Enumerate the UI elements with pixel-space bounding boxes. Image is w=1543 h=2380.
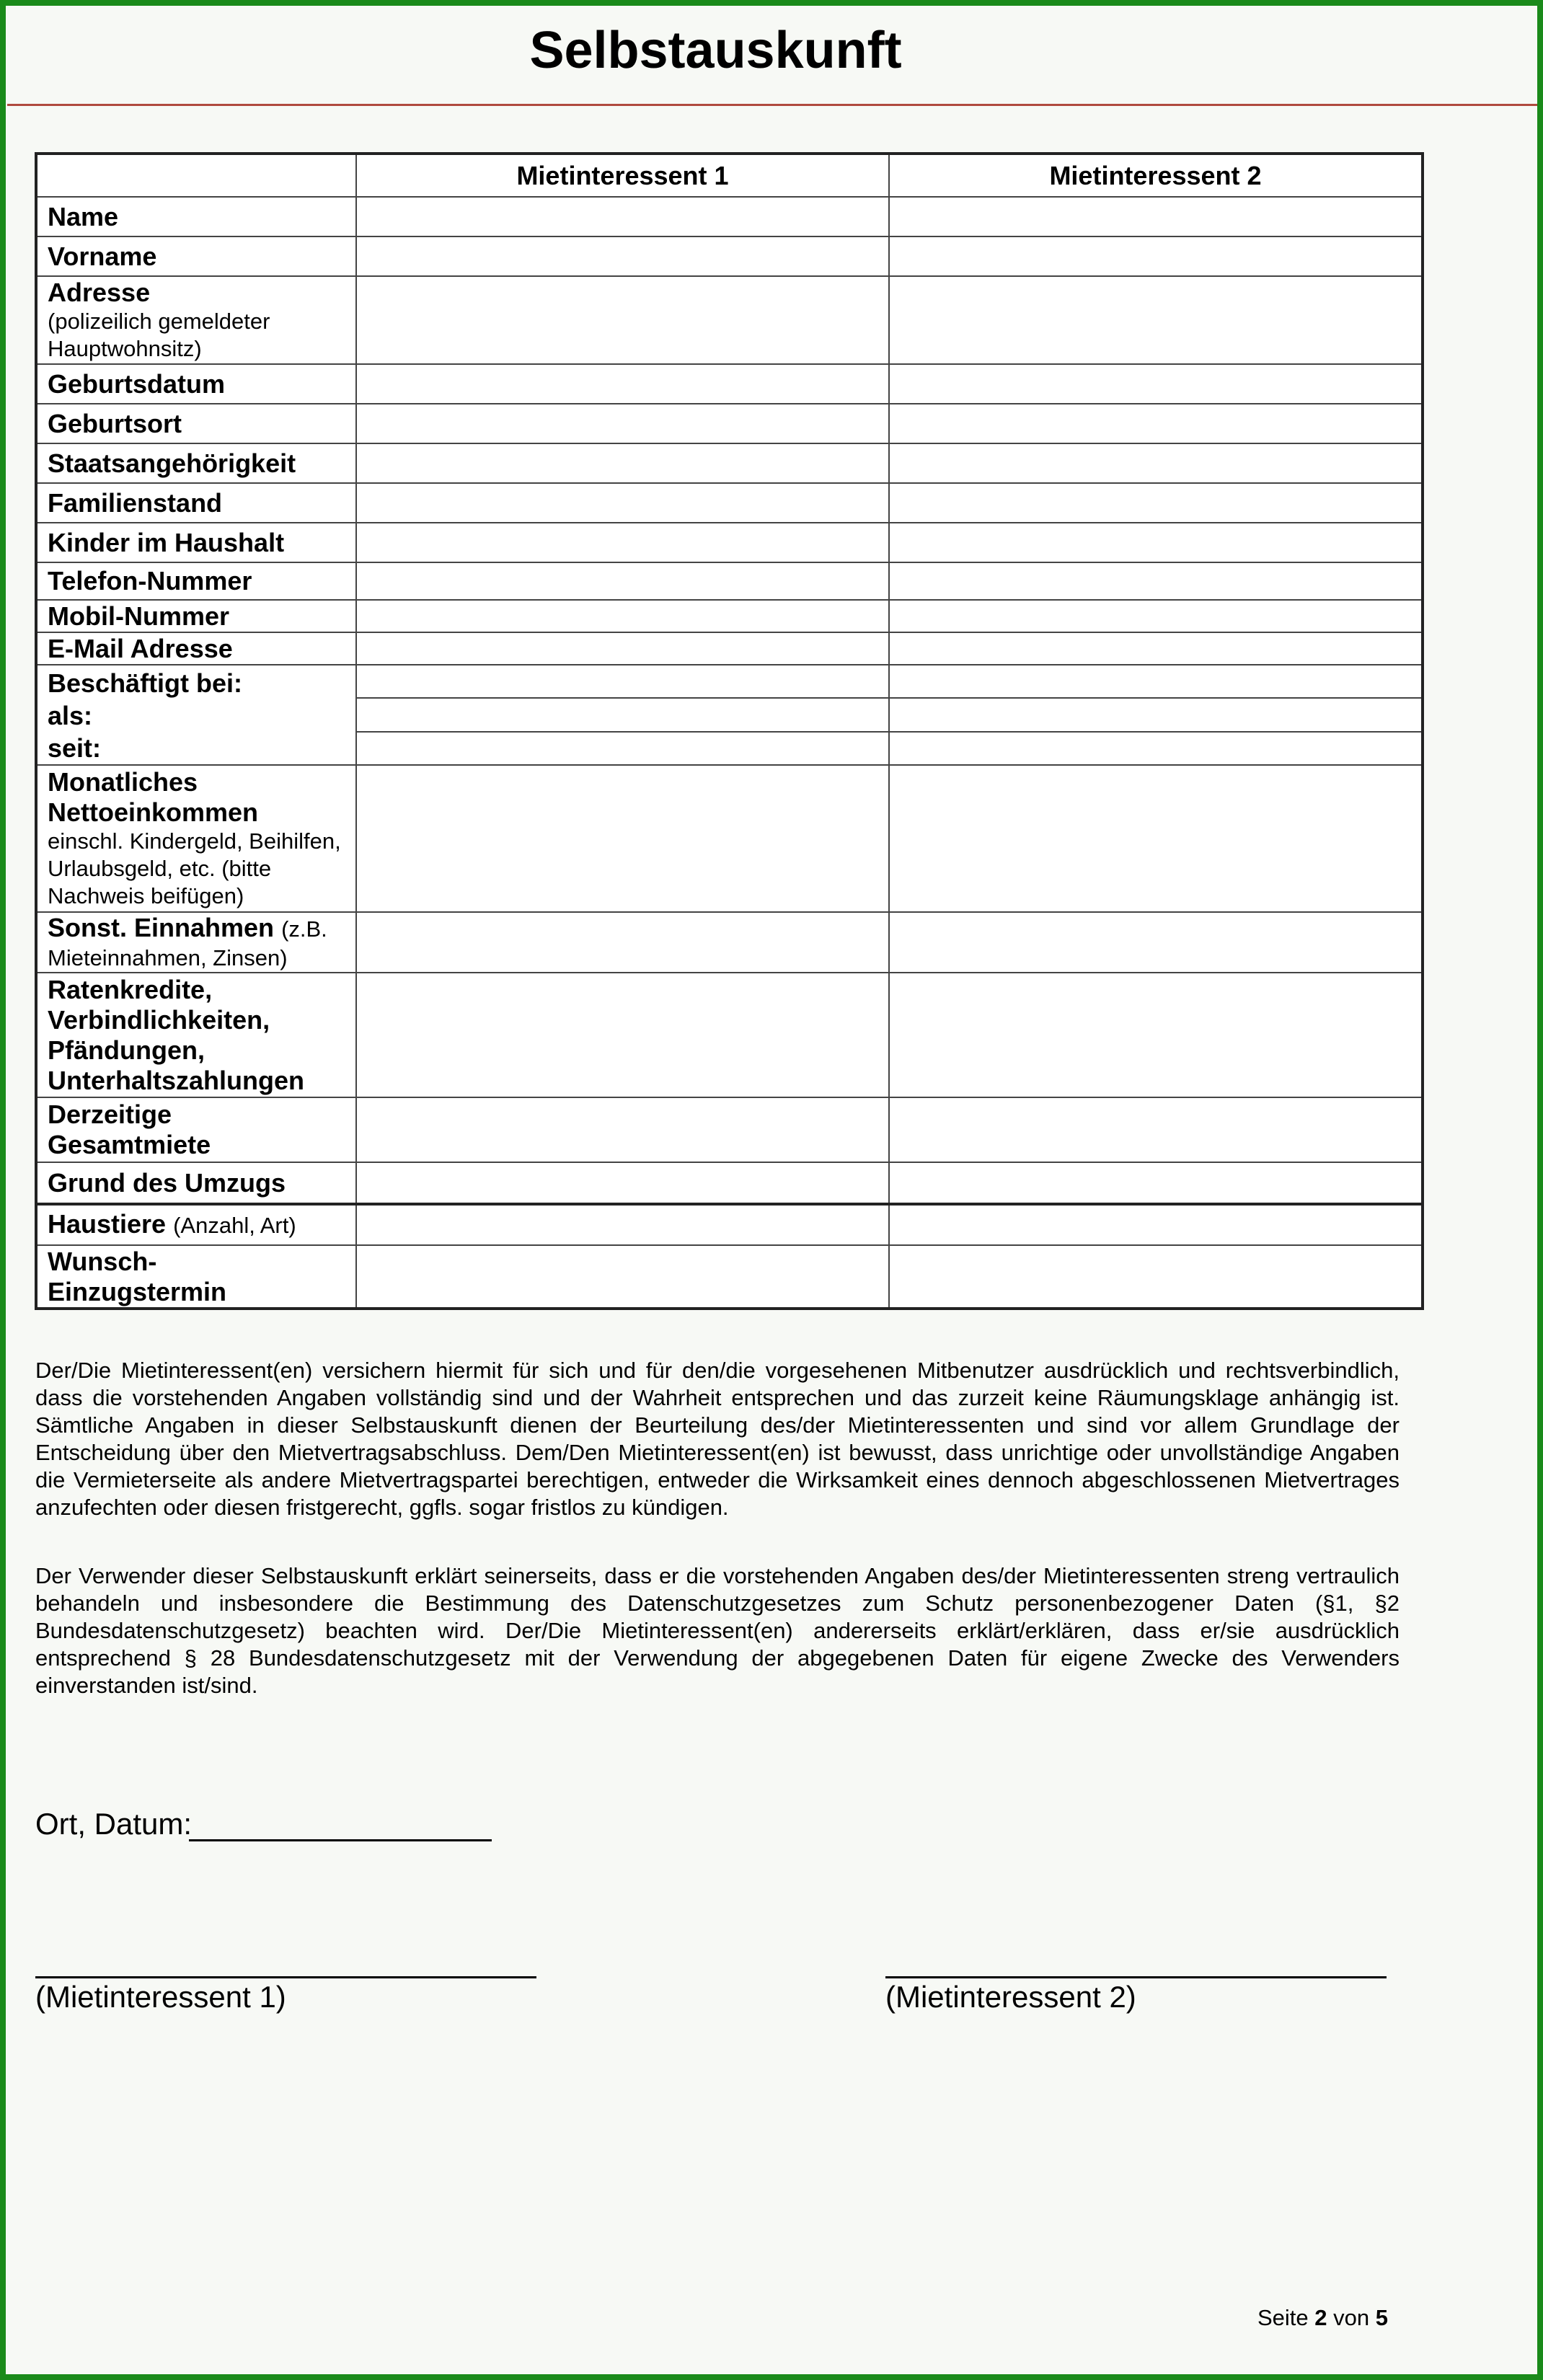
row-label-phone: Telefon-Nummer bbox=[36, 562, 356, 600]
row-label-income bbox=[36, 765, 356, 912]
income-label-line1: Monatliches bbox=[48, 767, 198, 797]
table-row bbox=[36, 404, 1423, 443]
page-prefix: Seite bbox=[1257, 2305, 1309, 2330]
credits-line3: Pfändungen, bbox=[48, 1035, 205, 1065]
table-row bbox=[36, 236, 1423, 276]
marital-status-field-2[interactable] bbox=[889, 483, 1423, 523]
table-row bbox=[36, 665, 1423, 698]
current-rent-field-2[interactable] bbox=[889, 1097, 1423, 1162]
data-protection-paragraph: Der Verwender dieser Selbstauskunft erklärt seinerseits, dass er die vorstehenden Angaben des/der Mietinteressenten streng vertraulich behandeln und insbesondere die Bestimmung des Datenschutzgesetzes zum Schutz personenbezogener Daten (§1, §2 Bundesdatenschutzgesetz) beachten wird. Der/Die Mietinteressent(en) andererseits erklärt/erklären, dass er/sie ausdrücklich entsprechend § 28 Bundesdatenschutzgesetz mit der Verwendung der abgegebenen Daten für eigene Zwecke des Verwenders einverstanden ist/sind. bbox=[35, 1563, 1400, 1698]
move-reason-field-1[interactable] bbox=[356, 1162, 889, 1204]
move-in-line2: Einzugstermin bbox=[48, 1276, 227, 1306]
other-income-label: Sonst. Einnahmen bbox=[48, 913, 275, 942]
row-label-nationality: Staatsangehörigkeit bbox=[36, 443, 356, 483]
birthplace-field-2[interactable] bbox=[889, 404, 1423, 443]
move-in-date-field-1[interactable] bbox=[356, 1245, 889, 1309]
table-row bbox=[36, 364, 1423, 404]
row-label-mobile: Mobil-Nummer bbox=[36, 600, 356, 632]
birthdate-field-1[interactable] bbox=[356, 364, 889, 404]
other-income-inline-sub: (z.B. bbox=[281, 916, 327, 942]
birthplace-field-1[interactable] bbox=[356, 404, 889, 443]
marital-status-field-1[interactable] bbox=[356, 483, 889, 523]
nationality-field-2[interactable] bbox=[889, 443, 1423, 483]
employer-field-1[interactable] bbox=[356, 665, 889, 698]
credits-field-1[interactable] bbox=[356, 973, 889, 1097]
row-label-pets bbox=[36, 1204, 356, 1245]
declaration-paragraph: Der/Die Mietinteressent(en) versichern hiermit für sich und für den/die vorgesehenen Mitbenutzer ausdrücklich und rechtsverbindlich, dass die vorstehenden Angaben vollständig sind und der Wahrheit entsprechen und das zurzeit keine Räumungsklage anhängig ist. Sämtliche Angaben in dieser Selbstauskunft dienen der Beurteilung des/der Mietinteressenten und sind vor allem Grundlage der Entscheidung über den Mietvertragsabschluss. Dem/Den Mietinteressent(en) ist bewusst, dass unrichtige oder unvollständige Angaben die Vermieterseite als andere Mietvertragspartei berechtigen, entweder die Wirksamkeit eines dennoch abgeschlossenen Mietvertrages anzufechten oder diesen fristgerecht, ggfls. sogar fristlos zu kündigen. bbox=[35, 1358, 1400, 1520]
pets-sublabel: (Anzahl, Art) bbox=[173, 1213, 296, 1238]
pets-label: Haustiere bbox=[48, 1209, 167, 1239]
table-row bbox=[36, 1245, 1423, 1309]
income-field-2[interactable] bbox=[889, 765, 1423, 912]
signature-label-2: (Mietinteressent 2) bbox=[885, 1980, 1136, 2014]
name-field-1[interactable] bbox=[356, 197, 889, 236]
address-label: Adresse bbox=[48, 278, 151, 307]
birthdate-field-2[interactable] bbox=[889, 364, 1423, 404]
children-field-1[interactable] bbox=[356, 523, 889, 562]
employer-field-2[interactable] bbox=[889, 665, 1423, 698]
place-date-line[interactable] bbox=[189, 1839, 492, 1841]
header-empty-cell bbox=[36, 154, 356, 197]
page-number bbox=[1257, 2304, 1388, 2332]
table-row bbox=[36, 765, 1423, 912]
row-label-name: Name bbox=[36, 197, 356, 236]
pets-field-1[interactable] bbox=[356, 1204, 889, 1245]
row-label-employment bbox=[36, 665, 356, 765]
table-row bbox=[36, 632, 1423, 665]
address-field-2[interactable] bbox=[889, 276, 1423, 364]
pets-field-2[interactable] bbox=[889, 1204, 1423, 1245]
phone-field-2[interactable] bbox=[889, 562, 1423, 600]
rent-line1: Derzeitige bbox=[48, 1100, 172, 1129]
move-in-date-field-2[interactable] bbox=[889, 1245, 1423, 1309]
row-label-email: E-Mail Adresse bbox=[36, 632, 356, 665]
row-label-move-reason: Grund des Umzugs bbox=[36, 1162, 356, 1204]
credits-line4: Unterhaltszahlungen bbox=[48, 1065, 305, 1095]
address-sublabel: (polizeilich gemeldeter Hauptwohnsitz) bbox=[48, 309, 270, 361]
page-title: Selbstauskunft bbox=[529, 22, 902, 79]
email-field-1[interactable] bbox=[356, 632, 889, 665]
table-row bbox=[36, 973, 1423, 1097]
table-row bbox=[36, 197, 1423, 236]
move-reason-field-2[interactable] bbox=[889, 1162, 1423, 1204]
credits-field-2[interactable] bbox=[889, 973, 1423, 1097]
address-field-1[interactable] bbox=[356, 276, 889, 364]
rent-line2: Gesamtmiete bbox=[48, 1130, 211, 1159]
place-date-label: Ort, Datum: bbox=[35, 1807, 193, 1841]
first-name-field-1[interactable] bbox=[356, 236, 889, 276]
first-name-field-2[interactable] bbox=[889, 236, 1423, 276]
income-label-line2: Nettoeinkommen bbox=[48, 797, 259, 827]
mobile-field-2[interactable] bbox=[889, 600, 1423, 632]
page-middle: von bbox=[1333, 2305, 1370, 2330]
header-applicant-2: Mietinteressent 2 bbox=[889, 154, 1423, 197]
header-applicant-1: Mietinteressent 1 bbox=[356, 154, 889, 197]
row-label-birthplace: Geburtsort bbox=[36, 404, 356, 443]
row-label-birthdate: Geburtsdatum bbox=[36, 364, 356, 404]
credits-line2: Verbindlichkeiten, bbox=[48, 1004, 270, 1035]
table-row bbox=[36, 276, 1423, 364]
signature-line-2[interactable] bbox=[885, 1976, 1387, 1978]
children-field-2[interactable] bbox=[889, 523, 1423, 562]
move-in-line1: Wunsch- bbox=[48, 1246, 157, 1276]
nationality-field-1[interactable] bbox=[356, 443, 889, 483]
position-field-2[interactable] bbox=[889, 698, 1423, 731]
row-label-current-rent bbox=[36, 1097, 356, 1162]
title-divider bbox=[7, 104, 1537, 106]
income-sublabel: einschl. Kindergeld, Beihilfen, Urlaubsgeld, etc. (bitte Nachweis beifügen) bbox=[48, 828, 341, 908]
table-row bbox=[36, 523, 1423, 562]
table-row bbox=[36, 912, 1423, 973]
row-label-first-name: Vorname bbox=[36, 236, 356, 276]
row-label-other-income bbox=[36, 912, 356, 973]
since-field-1[interactable] bbox=[356, 732, 889, 765]
mobile-field-1[interactable] bbox=[356, 600, 889, 632]
other-income-sublabel: Mieteinnahmen, Zinsen) bbox=[48, 945, 288, 970]
row-label-credits bbox=[36, 973, 356, 1097]
page-current: 2 bbox=[1314, 2305, 1327, 2330]
table-row bbox=[36, 1204, 1423, 1245]
table-row bbox=[36, 562, 1423, 600]
email-field-2[interactable] bbox=[889, 632, 1423, 665]
position-field-1[interactable] bbox=[356, 698, 889, 731]
row-label-move-in-date bbox=[36, 1245, 356, 1309]
table-row bbox=[36, 1162, 1423, 1204]
signature-label-1: (Mietinteressent 1) bbox=[35, 1980, 286, 2014]
table-row bbox=[36, 443, 1423, 483]
table-row bbox=[36, 1097, 1423, 1162]
name-field-2[interactable] bbox=[889, 197, 1423, 236]
row-label-marital-status: Familienstand bbox=[36, 483, 356, 523]
current-rent-field-1[interactable] bbox=[356, 1097, 889, 1162]
position-label: als: bbox=[48, 701, 93, 730]
row-label-address bbox=[36, 276, 356, 364]
row-label-children: Kinder im Haushalt bbox=[36, 523, 356, 562]
table-header-row bbox=[36, 154, 1423, 197]
income-field-1[interactable] bbox=[356, 765, 889, 912]
page-total: 5 bbox=[1375, 2305, 1389, 2330]
since-label: seit: bbox=[48, 733, 102, 763]
phone-field-1[interactable] bbox=[356, 562, 889, 600]
credits-line1: Ratenkredite, bbox=[48, 974, 213, 1004]
table-row bbox=[36, 483, 1423, 523]
other-income-field-2[interactable] bbox=[889, 912, 1423, 973]
other-income-field-1[interactable] bbox=[356, 912, 889, 973]
employer-label: Beschäftigt bei: bbox=[48, 668, 243, 698]
table-row bbox=[36, 600, 1423, 632]
since-field-2[interactable] bbox=[889, 732, 1423, 765]
signature-line-1[interactable] bbox=[35, 1976, 536, 1978]
applicant-form-table bbox=[35, 152, 1424, 1310]
